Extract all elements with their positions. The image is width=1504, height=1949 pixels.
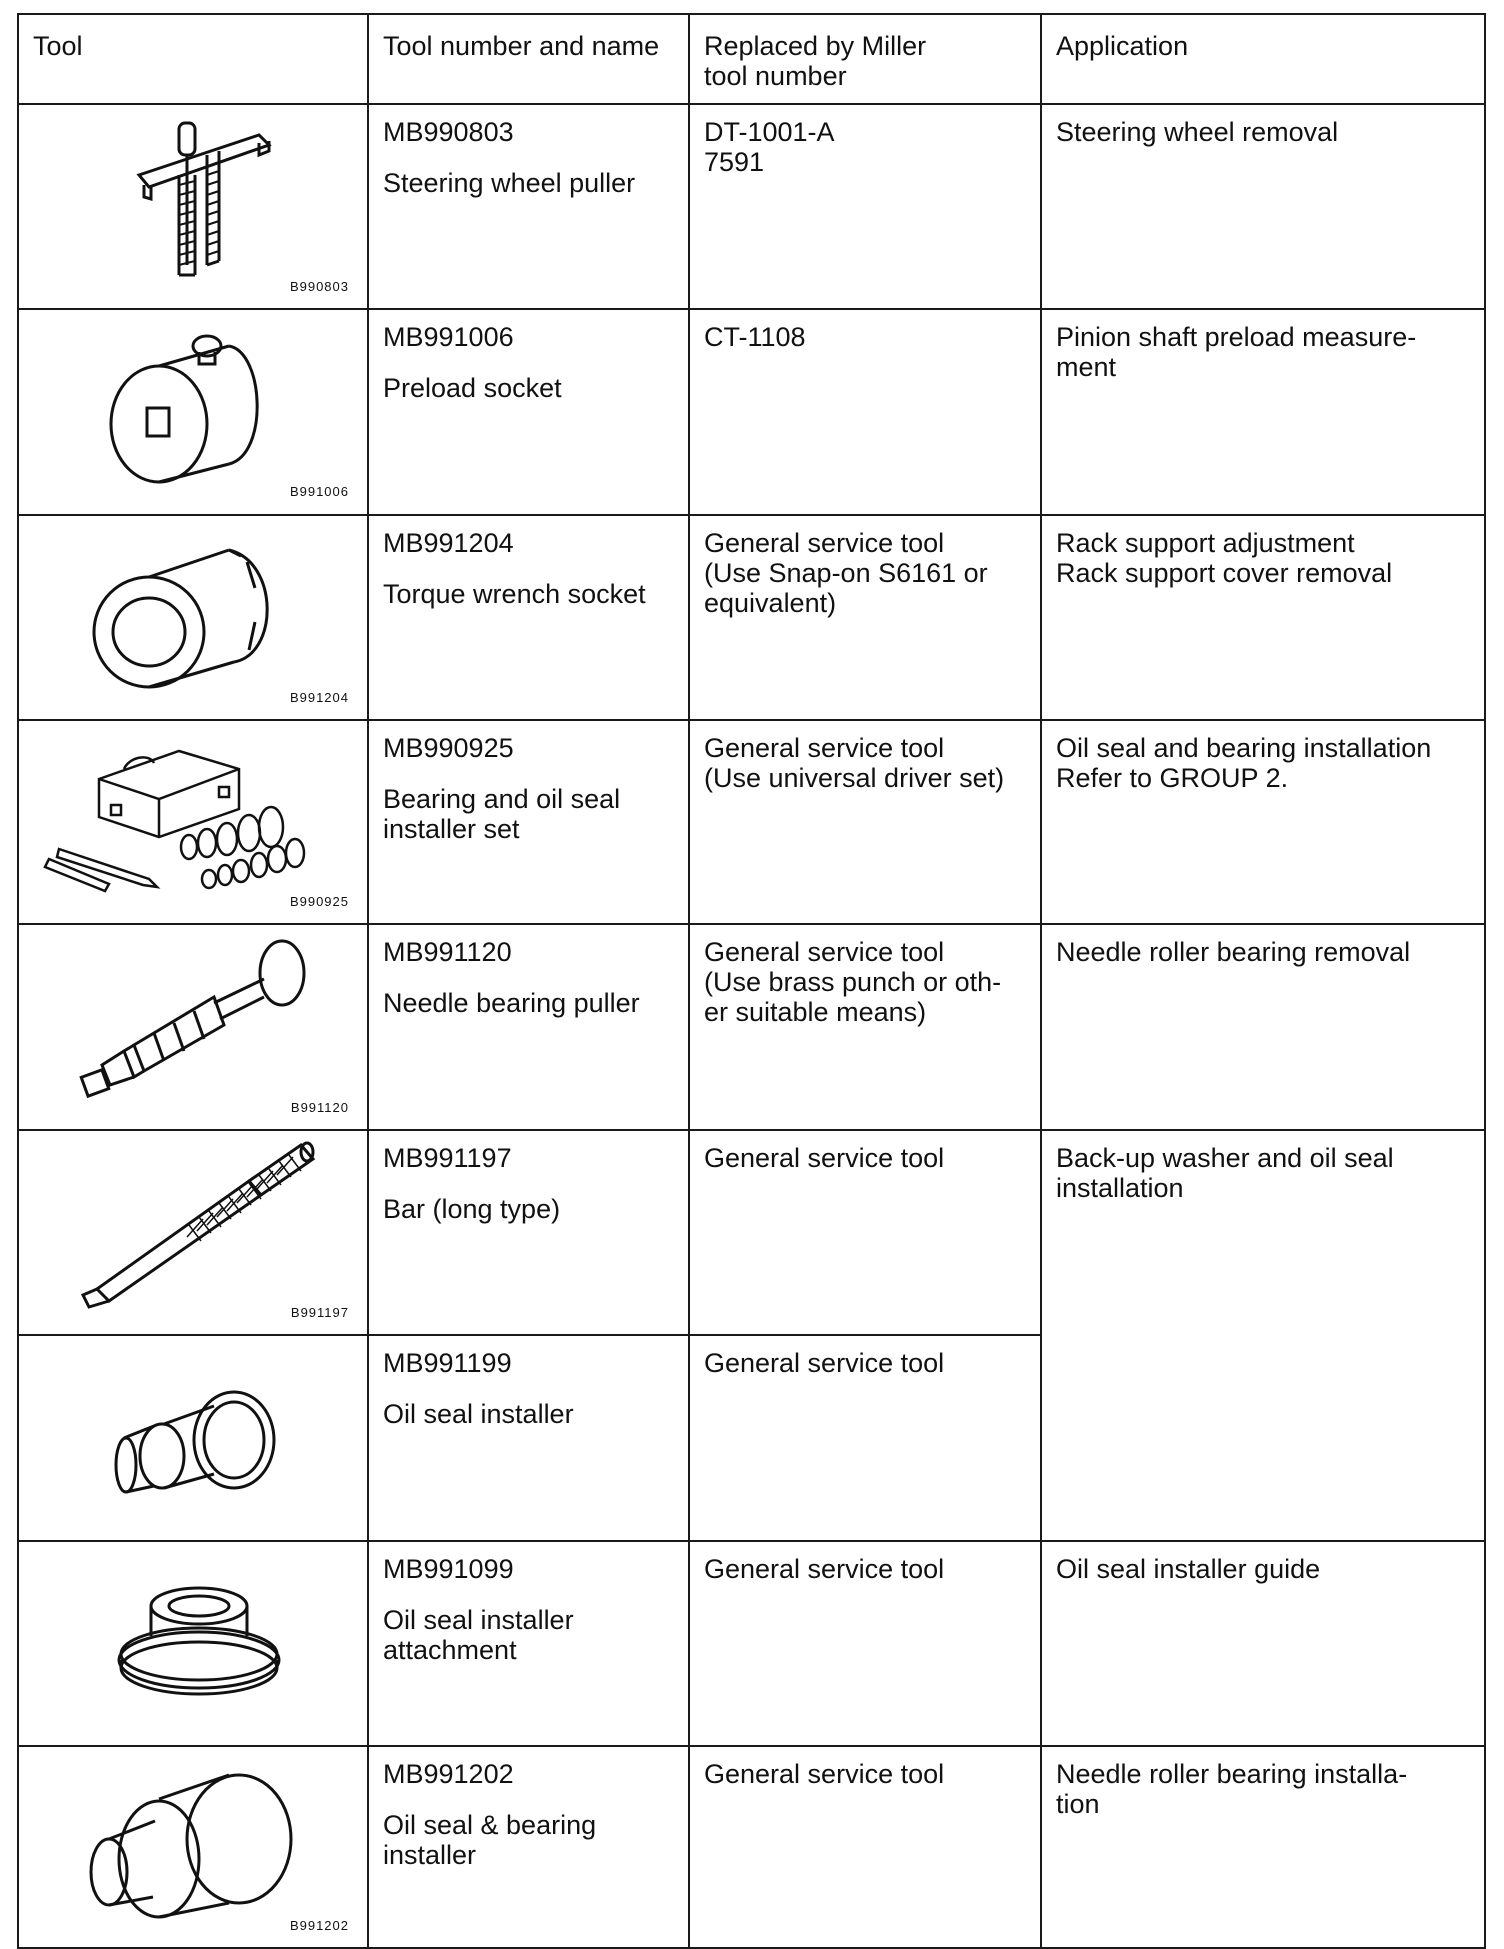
tool-illustration-cell xyxy=(18,515,368,720)
miller-number: DT-1001-A 7591 xyxy=(704,117,835,177)
figure-code: B991120 xyxy=(290,1100,349,1115)
tool-name: Needle bearing puller xyxy=(383,988,640,1018)
tool-name: Oil seal installer xyxy=(383,1399,574,1429)
tool-illustration-cell xyxy=(18,104,368,309)
table-row xyxy=(18,720,1485,924)
tool-number: MB991120 xyxy=(383,937,512,967)
application-cell xyxy=(1041,1541,1485,1746)
application-cell xyxy=(1041,515,1485,720)
installer-attachment-icon xyxy=(99,1576,299,1716)
tool-illustration-cell xyxy=(18,1541,368,1746)
oil-seal-installer-icon xyxy=(114,1364,314,1524)
special-tools-table xyxy=(17,13,1486,1949)
application-text: Back-up washer and oil seal installation xyxy=(1056,1143,1394,1203)
application-text: Pinion shaft preload measure- ment xyxy=(1056,322,1417,382)
tool-name: Oil seal & bearing installer xyxy=(383,1810,597,1870)
miller-number: CT-1108 xyxy=(704,322,806,352)
figure-code: B991202 xyxy=(289,1918,349,1933)
tool-number: MB991199 xyxy=(383,1348,512,1378)
tool-name: Torque wrench socket xyxy=(383,579,646,609)
tool-number-name-cell xyxy=(368,1746,689,1948)
application-cell xyxy=(1041,1130,1485,1541)
miller-number: General service tool xyxy=(704,1348,945,1378)
tool-number: MB991099 xyxy=(383,1554,514,1584)
header-miller: Replaced by Miller tool number xyxy=(689,14,1041,104)
tool-illustration-cell xyxy=(18,720,368,924)
application-text: Oil seal and bearing installation Refer to GROUP 2. xyxy=(1056,733,1432,793)
miller-number: General service tool (Use universal driver set) xyxy=(704,733,1005,793)
tool-illustration-cell xyxy=(18,924,368,1130)
miller-cell xyxy=(689,924,1041,1130)
installer-set-icon xyxy=(39,729,339,899)
table-row xyxy=(18,1130,1485,1335)
tool-illustration-cell xyxy=(18,1335,368,1541)
miller-cell xyxy=(689,104,1041,309)
tool-number-name-cell xyxy=(368,1130,689,1335)
miller-cell xyxy=(689,515,1041,720)
miller-cell xyxy=(689,1746,1041,1948)
preload-socket-icon xyxy=(89,324,289,494)
tool-name: Oil seal installer attachment xyxy=(383,1605,574,1665)
table-row xyxy=(18,104,1485,309)
miller-number: General service tool xyxy=(704,1554,945,1584)
miller-number: General service tool (Use brass punch or oth- er suitable means) xyxy=(704,937,1002,1027)
miller-cell xyxy=(689,1130,1041,1335)
application-cell xyxy=(1041,924,1485,1130)
tool-name: Bar (long type) xyxy=(383,1194,561,1224)
tool-number: MB991197 xyxy=(383,1143,512,1173)
table-row xyxy=(18,924,1485,1130)
tool-name: Steering wheel puller xyxy=(383,168,636,198)
figure-code: B990803 xyxy=(289,279,349,294)
application-text: Steering wheel removal xyxy=(1056,117,1339,147)
application-text: Oil seal installer guide xyxy=(1056,1554,1321,1584)
tool-illustration-cell xyxy=(18,1746,368,1948)
figure-code: B991006 xyxy=(289,484,349,499)
header-application: Application xyxy=(1041,14,1485,104)
miller-cell xyxy=(689,309,1041,515)
tool-illustration-cell xyxy=(18,1130,368,1335)
table-row xyxy=(18,1746,1485,1948)
application-cell xyxy=(1041,1746,1485,1948)
tool-number-name-cell xyxy=(368,309,689,515)
header-number-name: Tool number and name xyxy=(368,14,689,104)
bearing-installer-icon xyxy=(79,1759,319,1929)
steering-wheel-puller-icon xyxy=(109,115,309,295)
tool-number: MB991204 xyxy=(383,528,514,558)
header-row xyxy=(18,14,1485,104)
tool-name: Bearing and oil seal installer set xyxy=(383,784,621,844)
tool-number-name-cell xyxy=(368,720,689,924)
application-text: Needle roller bearing removal xyxy=(1056,937,1411,967)
application-cell xyxy=(1041,104,1485,309)
tool-number: MB990803 xyxy=(383,117,514,147)
figure-code: B991204 xyxy=(289,690,349,705)
table-row xyxy=(18,309,1485,515)
tool-number-name-cell xyxy=(368,104,689,309)
miller-cell xyxy=(689,720,1041,924)
application-cell xyxy=(1041,720,1485,924)
header-tool: Tool xyxy=(18,14,368,104)
application-text: Rack support adjustment Rack support cover removal xyxy=(1056,528,1393,588)
figure-code: B990925 xyxy=(289,894,349,909)
needle-bearing-puller-icon xyxy=(64,933,324,1113)
figure-code: B991197 xyxy=(290,1305,349,1320)
table-row xyxy=(18,515,1485,720)
torque-wrench-socket-icon xyxy=(79,532,299,702)
application-text: Needle roller bearing installa- tion xyxy=(1056,1759,1408,1819)
tool-number: MB991006 xyxy=(383,322,514,352)
miller-number: General service tool (Use Snap-on S6161 or equivalent) xyxy=(704,528,988,618)
tool-number-name-cell xyxy=(368,1541,689,1746)
tool-name: Preload socket xyxy=(383,373,562,403)
long-bar-icon xyxy=(69,1141,329,1311)
table-row xyxy=(18,1541,1485,1746)
application-cell xyxy=(1041,309,1485,515)
tool-number-name-cell xyxy=(368,924,689,1130)
tool-number: MB991202 xyxy=(383,1759,514,1789)
miller-cell xyxy=(689,1335,1041,1541)
miller-cell xyxy=(689,1541,1041,1746)
miller-number: General service tool xyxy=(704,1143,945,1173)
tool-number: MB990925 xyxy=(383,733,514,763)
tool-number-name-cell xyxy=(368,1335,689,1541)
miller-number: General service tool xyxy=(704,1759,945,1789)
tool-illustration-cell xyxy=(18,309,368,515)
tool-number-name-cell xyxy=(368,515,689,720)
